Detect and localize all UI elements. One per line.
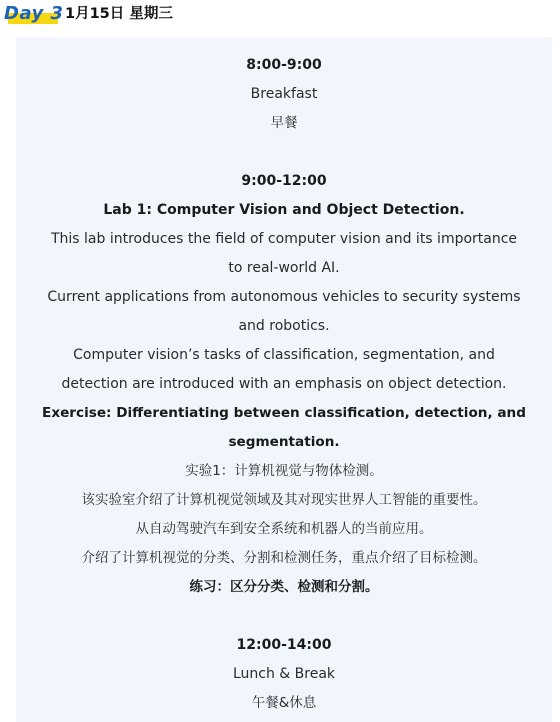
session-time-lunch: 12:00-14:00 <box>236 637 332 653</box>
lab-description-line-cn: 介绍了计算机视觉的分类、分割和检测任务，重点介绍了目标检测。 <box>81 550 487 566</box>
session-time-lab: 9:00-12:00 <box>241 173 327 189</box>
exercise-title: Exercise: Differentiating between classification, detection, and <box>42 405 526 421</box>
lab-description-line: Current applications from autonomous vehicles to security systems <box>47 289 521 305</box>
session-title-breakfast: Breakfast <box>250 86 318 102</box>
lab-description-line: and robotics. <box>238 318 330 334</box>
lab-description-line-cn: 该实验室介绍了计算机视觉领域及其对现实世界人工智能的重要性。 <box>81 492 487 508</box>
day-tag <box>2 2 64 26</box>
schedule-content <box>16 51 552 718</box>
session-title-breakfast-cn: 早餐 <box>270 115 298 131</box>
schedule-panel <box>16 37 552 722</box>
exercise-title: segmentation. <box>228 434 340 450</box>
session-title-lunch-cn: 午餐&休息 <box>251 695 317 711</box>
exercise-title-cn: 练习：区分分类、检测和分割。 <box>189 579 379 595</box>
session-title-lunch: Lunch & Break <box>232 666 336 682</box>
lab-description-line: detection are introduced with an emphasis on object detection. <box>61 376 507 392</box>
lab-description-line: to real-world AI. <box>228 260 340 276</box>
session-time-breakfast: 8:00-9:00 <box>246 57 322 73</box>
session-spacer <box>16 138 552 167</box>
lab-description-line: Computer vision’s tasks of classification, segmentation, and <box>73 347 495 363</box>
session-spacer <box>16 602 552 631</box>
day-label: Day 3 <box>4 3 64 24</box>
date-label: 1月15日 星期三 <box>65 6 173 22</box>
lab-title: Lab 1: Computer Vision and Object Detection. <box>103 202 465 218</box>
day-header <box>0 0 560 30</box>
lab-description-line-cn: 从自动驾驶汽车到安全系统和机器人的当前应用。 <box>135 521 433 537</box>
lab-description-line: This lab introduces the field of computer vision and its importance <box>50 231 518 247</box>
lab-title-cn: 实验1：计算机视觉与物体检测。 <box>185 463 383 479</box>
